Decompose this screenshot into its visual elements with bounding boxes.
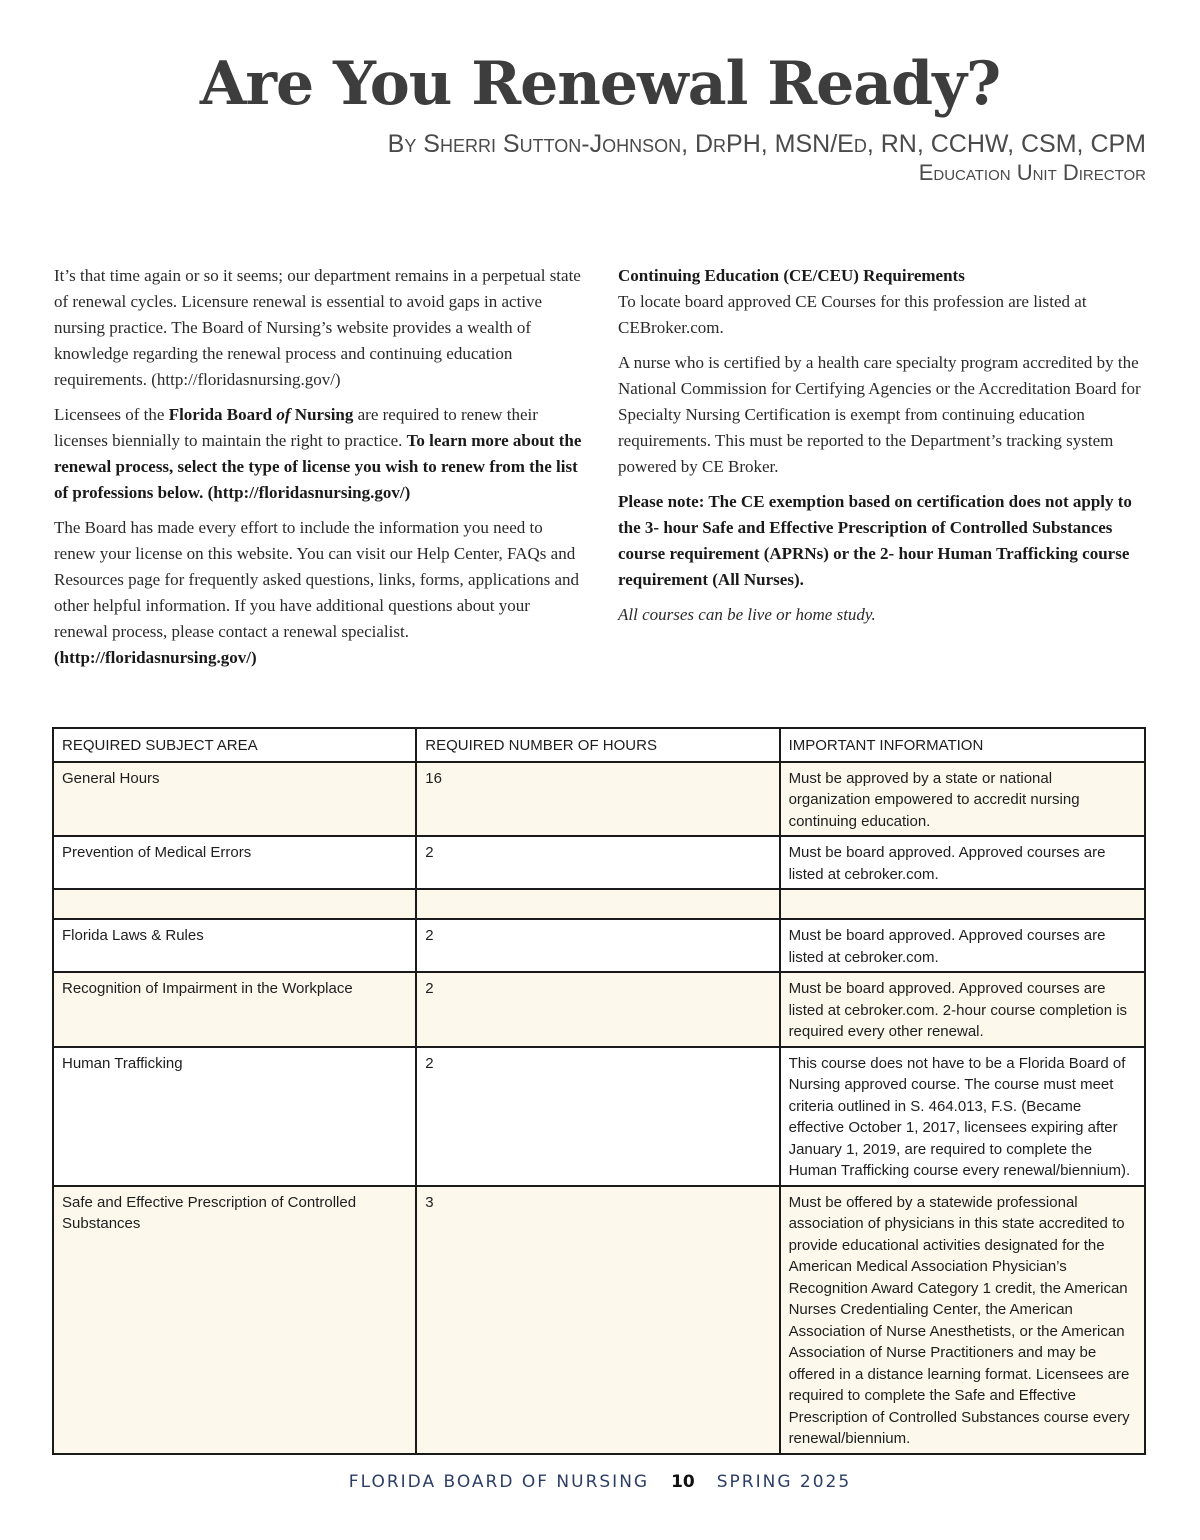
requirements-table (52, 727, 1146, 1455)
subject-cell: Prevention of Medical Errors (53, 836, 416, 889)
subject-cell: Florida Laws & Rules (53, 919, 416, 972)
ce-heading (618, 263, 1150, 289)
hours-cell: 16 (416, 762, 779, 837)
text-run: Licensees of the (54, 405, 169, 424)
table-row (53, 972, 1145, 1047)
header-subject-area: REQUIRED SUBJECT AREA (53, 728, 416, 762)
text-run: are required to renew their licenses biennially to maintain the right to practice. (54, 405, 538, 450)
header-important-info: IMPORTANT INFORMATION (780, 728, 1145, 762)
table-row (53, 762, 1145, 837)
board-name-bold: Florida Board (168, 405, 273, 424)
info-cell: Must be board approved. Approved courses are listed at cebroker.com. (780, 919, 1145, 972)
info-cell: Must be offered by a statewide professional association of physicians in this state accredited to provide educational activities designated for the American Medical Association Physician’s Recognition Award Category 1 credit, the American Nurses Credentialing Center, the American Association of Nurse Anesthetists, or the American Association of Nurse Practitioners and may be offered in a distance learning format. Licensees are required to complete the Safe and Effective Prescription of Controlled Substances course every renewal/biennium. (780, 1186, 1145, 1454)
header-hours: REQUIRED NUMBER OF HOURS (416, 728, 779, 762)
table-row (53, 836, 1145, 889)
table-header-row (53, 728, 1145, 762)
publication-name: FLORIDA BOARD OF NURSING (348, 1472, 650, 1492)
hours-cell: 2 (416, 972, 779, 1047)
author-byline: By Sherri Sutton-Johnson, DrPH, MSN/Ed, RN, CCHW, CSM, CPM (387, 130, 1146, 158)
exemption-note-text: Please note: The CE exemption based on certification does not apply to the 3- hour Safe and Effective Prescription of Controlled Substances course requirement (APRNs) or the 2- hour Human Trafficking course requirement (All Nurses). (618, 492, 1132, 589)
table-row (53, 1186, 1145, 1454)
byline-block (388, 128, 1146, 186)
exemption-note (618, 489, 1150, 593)
board-name-of-italic: of (276, 405, 291, 424)
hours-cell: 3 (416, 1186, 779, 1454)
board-website-link[interactable]: (http://floridasnursing.gov/) (54, 648, 257, 667)
info-cell: This course does not have to be a Florida Board of Nursing approved course. The course must meet criteria outlined in S. 464.013, F.S. (Became effective October 1, 2017, licensees expiring after January 1, 2019, are required to complete the Human Trafficking course every renewal/biennium). (780, 1047, 1145, 1186)
info-cell: Must be approved by a state or national organization empowered to accredit nursing continuing education. (780, 762, 1145, 837)
subject-cell: General Hours (53, 762, 416, 837)
page-number: 10 (671, 1472, 695, 1492)
renewal-process-link-text: To learn more about the renewal process, select the type of license you wish to renew from the list of professions below. (http://floridasnursing.gov/) (54, 431, 582, 502)
ce-locate-paragraph: To locate board approved CE Courses for this profession are listed at CEBroker.com. (618, 292, 1087, 337)
subject-cell: Recognition of Impairment in the Workplace (53, 972, 416, 1047)
table-row-empty (53, 889, 1145, 919)
hours-cell: 2 (416, 836, 779, 889)
info-cell: Must be board approved. Approved courses are listed at cebroker.com. 2-hour course completion is required every other renewal. (780, 972, 1145, 1047)
text-run: The Board has made every effort to include the information you need to renew your license on this website. You can visit our Help Center, FAQs and Resources page for frequently asked questions, links, forms, applications and other helpful information. If you have additional questions about your renewal process, please contact a renewal specialist. (54, 518, 579, 641)
hours-cell: 2 (416, 919, 779, 972)
page-title: Are You Renewal Ready? (199, 49, 1001, 119)
subject-cell: Safe and Effective Prescription of Controlled Substances (53, 1186, 416, 1454)
ce-heading-text: Continuing Education (CE/CEU) Requirements (618, 266, 965, 285)
info-cell (780, 889, 1145, 919)
subject-cell: Human Trafficking (53, 1047, 416, 1186)
subject-cell (53, 889, 416, 919)
board-name-of (276, 405, 290, 424)
page-footer (0, 1472, 1200, 1492)
issue-label: SPRING 2025 (716, 1472, 852, 1492)
intro-paragraph: It’s that time again or so it seems; our department remains in a perpetual state of renewal cycles. Licensure renewal is essential to avoid gaps in active nursing practice. The Board of Nursing’s website provides a wealth of knowledge regarding the renewal process and continuing education requirements. (http://floridasnursing.gov/) (54, 266, 581, 389)
left-column (54, 263, 586, 680)
study-format-text: All courses can be live or home study. (618, 605, 876, 624)
hours-cell (416, 889, 779, 919)
right-column (618, 263, 1150, 637)
study-format-note (618, 602, 1150, 628)
author-role: Education Unit Director (918, 160, 1146, 185)
certification-paragraph: A nurse who is certified by a health care specialty program accredited by the National Commission for Certifying Agencies or the Accreditation Board for Specialty Nursing Certification is exempt from continuing education requirements. This must be reported to the Department’s tracking system powered by CE Broker. (618, 353, 1141, 476)
hours-cell: 2 (416, 1047, 779, 1186)
licensees-paragraph (54, 402, 586, 506)
table-row (53, 919, 1145, 972)
table-row (53, 1047, 1145, 1186)
board-name-bold-2: Nursing (294, 405, 354, 424)
requirements-table-wrapper (52, 727, 1146, 1455)
info-cell: Must be board approved. Approved courses are listed at cebroker.com. (780, 836, 1145, 889)
help-center-paragraph (54, 515, 586, 671)
